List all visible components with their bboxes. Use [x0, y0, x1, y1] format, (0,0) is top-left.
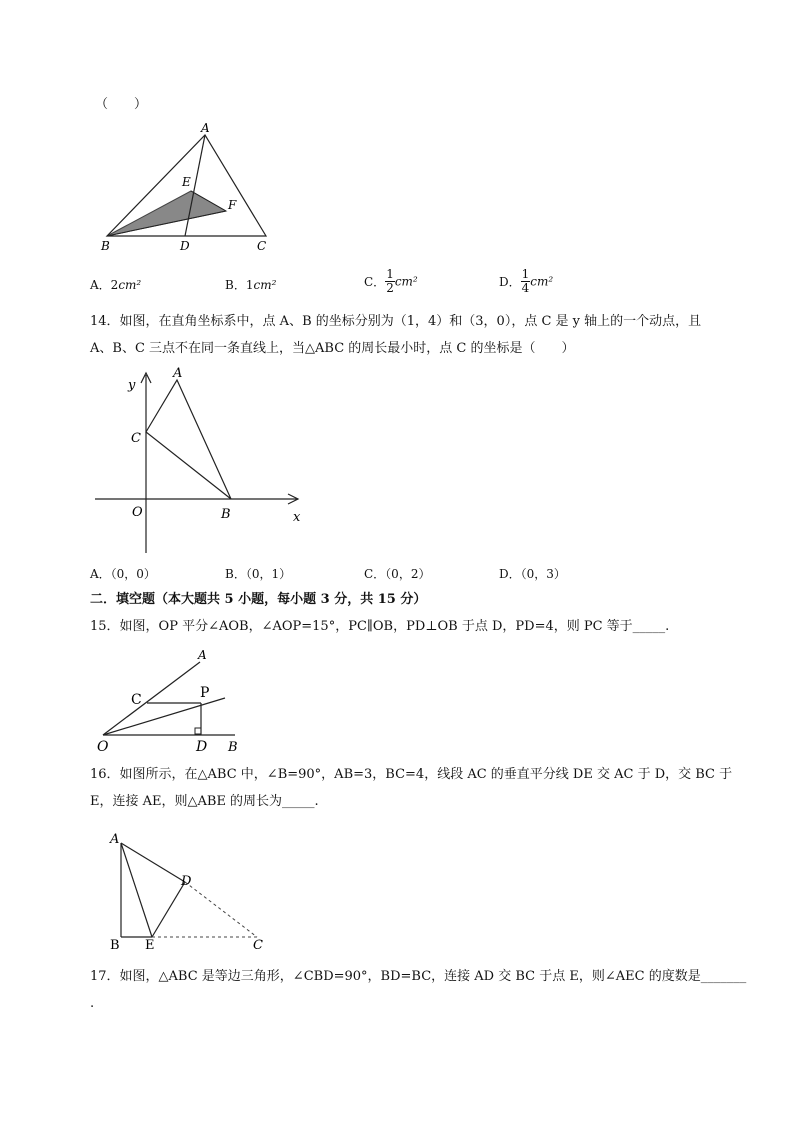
option-letter: C． — [364, 275, 386, 289]
option-value: 2 — [110, 278, 119, 292]
option-unit: cm² — [394, 274, 418, 289]
q13-label-c: C — [257, 239, 267, 253]
q14-stem-line2: A、B、C 三点不在同一条直线上，当△ABC 的周长最小时，点 C 的坐标是（ ） — [90, 341, 575, 356]
q13-label-a: A — [201, 121, 210, 135]
q13-label-f: F — [228, 198, 237, 212]
fraction-numerator: 1 — [521, 267, 530, 281]
option-letter: A． — [90, 278, 111, 292]
q17-stem-line1: 17．如图，△ABC 是等边三角形，∠CBD=90°，BD=BC，连接 AD 交 BC 于点 E，则∠AEC 的度数是_______ — [90, 969, 747, 984]
q14-label-y: y — [128, 378, 136, 393]
q13-option-c[interactable] — [364, 268, 418, 295]
q15-stem-line1: 15．如图，OP 平分∠AOB，∠AOP=15°，PC∥OB，PD⊥OB 于点 D，PD=4，则 PC 等于_____. — [90, 619, 670, 634]
q16-label-b: B — [110, 938, 120, 952]
q13-answer-paren: （ ） — [95, 97, 148, 112]
q14-stem-line1: 14．如图，在直角坐标系中，点 A、B 的坐标分别为（1，4）和（3，0），点 C 是 y 轴上的一个动点，且 — [90, 314, 702, 329]
q15-label-a: A — [198, 648, 207, 662]
q13-label-d: D — [180, 239, 190, 253]
q16-figure — [105, 827, 275, 952]
q14-label-x: x — [293, 510, 301, 525]
q14-label-a: A — [173, 366, 183, 381]
q16-label-d: D — [181, 874, 192, 889]
q14-label-b: B — [221, 507, 231, 522]
option-letter: B． — [225, 278, 246, 292]
q15-figure — [95, 645, 245, 755]
q13-option-b[interactable] — [225, 276, 276, 293]
section-heading: 二．填空题（本大题共 5 小题，每小题 3 分，共 15 分） — [90, 592, 427, 607]
q17-stem-line2: . — [90, 996, 95, 1011]
q14-figure — [90, 365, 315, 560]
option-letter: D． — [499, 275, 521, 289]
q14-option-b[interactable]: B．（0，1） — [225, 567, 292, 581]
q15-label-c: C — [131, 692, 142, 708]
q16-stem-line1: 16．如图所示，在△ABC 中，∠B=90°，AB=3，BC=4，线段 AC 的垂直平分线 DE 交 AC 于 D，交 BC 于 — [90, 767, 733, 782]
q13-label-b: B — [101, 239, 110, 253]
option-fraction — [521, 268, 531, 295]
q16-stem-line2: E，连接 AE，则△ABE 的周长为_____. — [90, 794, 319, 809]
fraction-denominator: 4 — [521, 281, 530, 295]
q14-option-c[interactable]: C．（0，2） — [364, 567, 431, 581]
q14-option-d[interactable]: D．（0，3） — [499, 567, 566, 581]
fraction-denominator: 2 — [386, 281, 394, 295]
q13-option-d[interactable] — [499, 268, 553, 295]
q15-label-p: P — [200, 685, 210, 701]
q13-label-e: E — [182, 175, 191, 189]
fraction-numerator: 1 — [386, 267, 394, 281]
option-fraction — [385, 268, 395, 295]
q14-label-o: O — [132, 505, 143, 520]
q13-option-a[interactable] — [90, 276, 141, 293]
q14-label-c: C — [131, 431, 141, 446]
option-unit: cm² — [118, 278, 142, 292]
q16-label-e: E — [145, 938, 155, 952]
q13-figure — [95, 120, 285, 255]
option-value: 1 — [245, 278, 254, 292]
option-unit: cm² — [253, 278, 277, 292]
q16-label-c: C — [253, 938, 263, 952]
q16-label-a: A — [110, 832, 120, 847]
option-unit: cm² — [530, 274, 554, 289]
q15-label-o: O — [97, 739, 109, 755]
q14-option-a[interactable]: A．（0，0） — [90, 567, 156, 581]
q15-label-d: D — [196, 739, 208, 755]
q15-label-b: B — [228, 740, 238, 755]
